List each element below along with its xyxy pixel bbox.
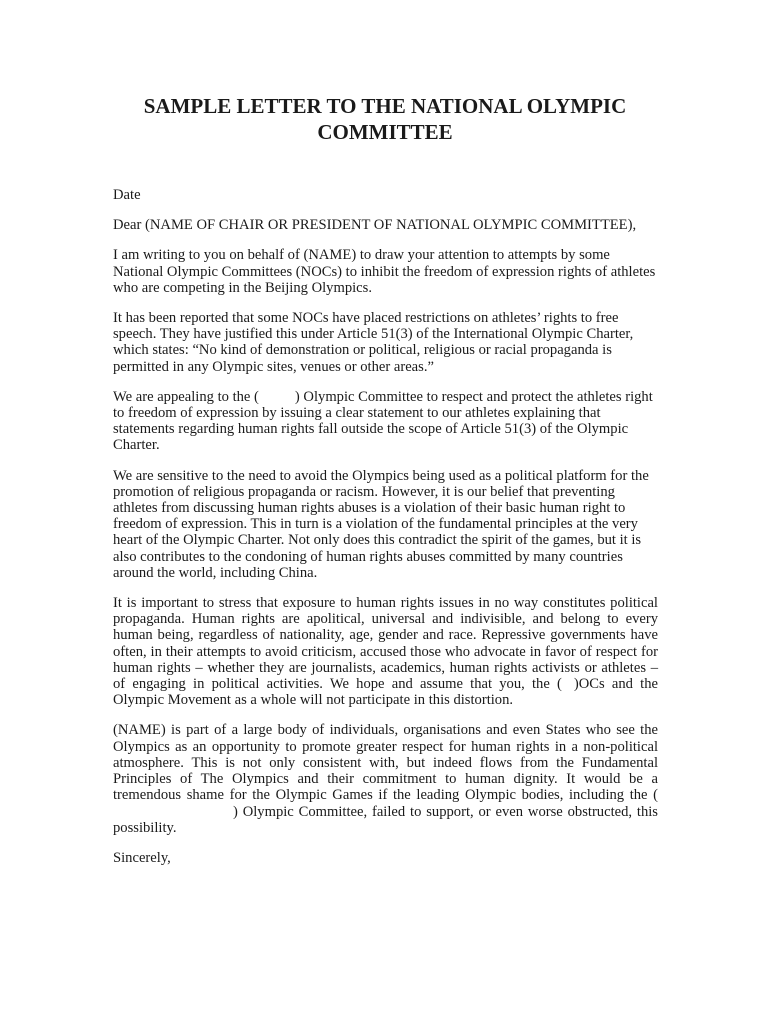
title-line-1: SAMPLE LETTER TO THE NATIONAL OLYMPIC <box>143 94 627 118</box>
title-line-2: COMMITTEE <box>317 120 453 144</box>
paragraph-2: It has been reported that some NOCs have placed restrictions on athletes’ rights to free speech. They have justified this under Article 51(3) of the International Olympic Charter, which states: “No kind of demonstration or political, religious or racial propaganda is permitted in any Olympic sites, venues or other areas.” <box>113 310 634 375</box>
paragraph-3-end: ) Olympic Committee to respect and protect the athletes right to freedom of expression by issuing a clear statement to our athletes explaining that statements regarding human rights fall outside the scope of Article 51(3) of the Olympic Charter. <box>113 388 653 454</box>
paragraph-1: I am writing to you on behalf of (NAME) to draw your attention to attempts by some National Olympic Committees (NOCs) to inhibit the freedom of expression rights of athletes who are competing in the Beijing Olympics. <box>113 247 656 296</box>
paragraph-6 <box>113 722 658 835</box>
paragraph-6-start: (NAME) is part of a large body of individuals, organisations and even States who see the Olympics as an opportunity to promote greater respect for human rights in a non-political atmosphere. This is not only consistent with, but indeed flows from the Fundamental Principles of The Olympics and their commitment to human dignity. It would be a tremendous shame for the Olympic Games if the leading Olympic bodies, including the ( <box>113 722 658 804</box>
date-line: Date <box>113 187 141 203</box>
salutation: Dear (NAME OF CHAIR OR PRESIDENT OF NATIONAL OLYMPIC COMMITTEE), <box>113 217 637 234</box>
paragraph-3-start: We are appealing to the ( <box>113 388 259 405</box>
paragraph-5-end: )OCs and the Olympic Movement as a whole will not participate in this distortion. <box>113 676 658 709</box>
paragraph-4: We are sensitive to the need to avoid the Olympics being used as a political platform for the promotion of religious propaganda or racism. However, it is our belief that preventing athletes from discussing human rights abuses is a violation of their basic human right to freedom of expression. This in turn is a violation of the fundamental principles at the very heart of the Olympic Charter. Not only does this contradict the spirit of the games, but it is also contributes to the condoning of human rights abuses committed by many countries around the world, including China. <box>113 467 649 581</box>
letter-body <box>113 187 658 880</box>
closing: Sincerely, <box>113 849 171 866</box>
paragraph-3 <box>113 389 658 454</box>
paragraph-5 <box>113 595 658 708</box>
paragraph-5-start: It is important to stress that exposure to human rights issues in no way constitutes political propaganda. Human rights are apolitical, universal and indivisible, and belong to every human being, regardless of nationality, age, gender and race. Repressive governments have often, in their attempts to avoid criticism, accused those who advocate in favor of respect for human rights – whether they are journalists, academics, human rights activists or athletes – of engaging in political activities. We hope and assume that you, the ( <box>113 595 658 693</box>
paragraph-6-end: ) Olympic Committee, failed to support, or even worse obstructed, this possibility. <box>113 803 658 836</box>
letter-title <box>113 93 657 145</box>
